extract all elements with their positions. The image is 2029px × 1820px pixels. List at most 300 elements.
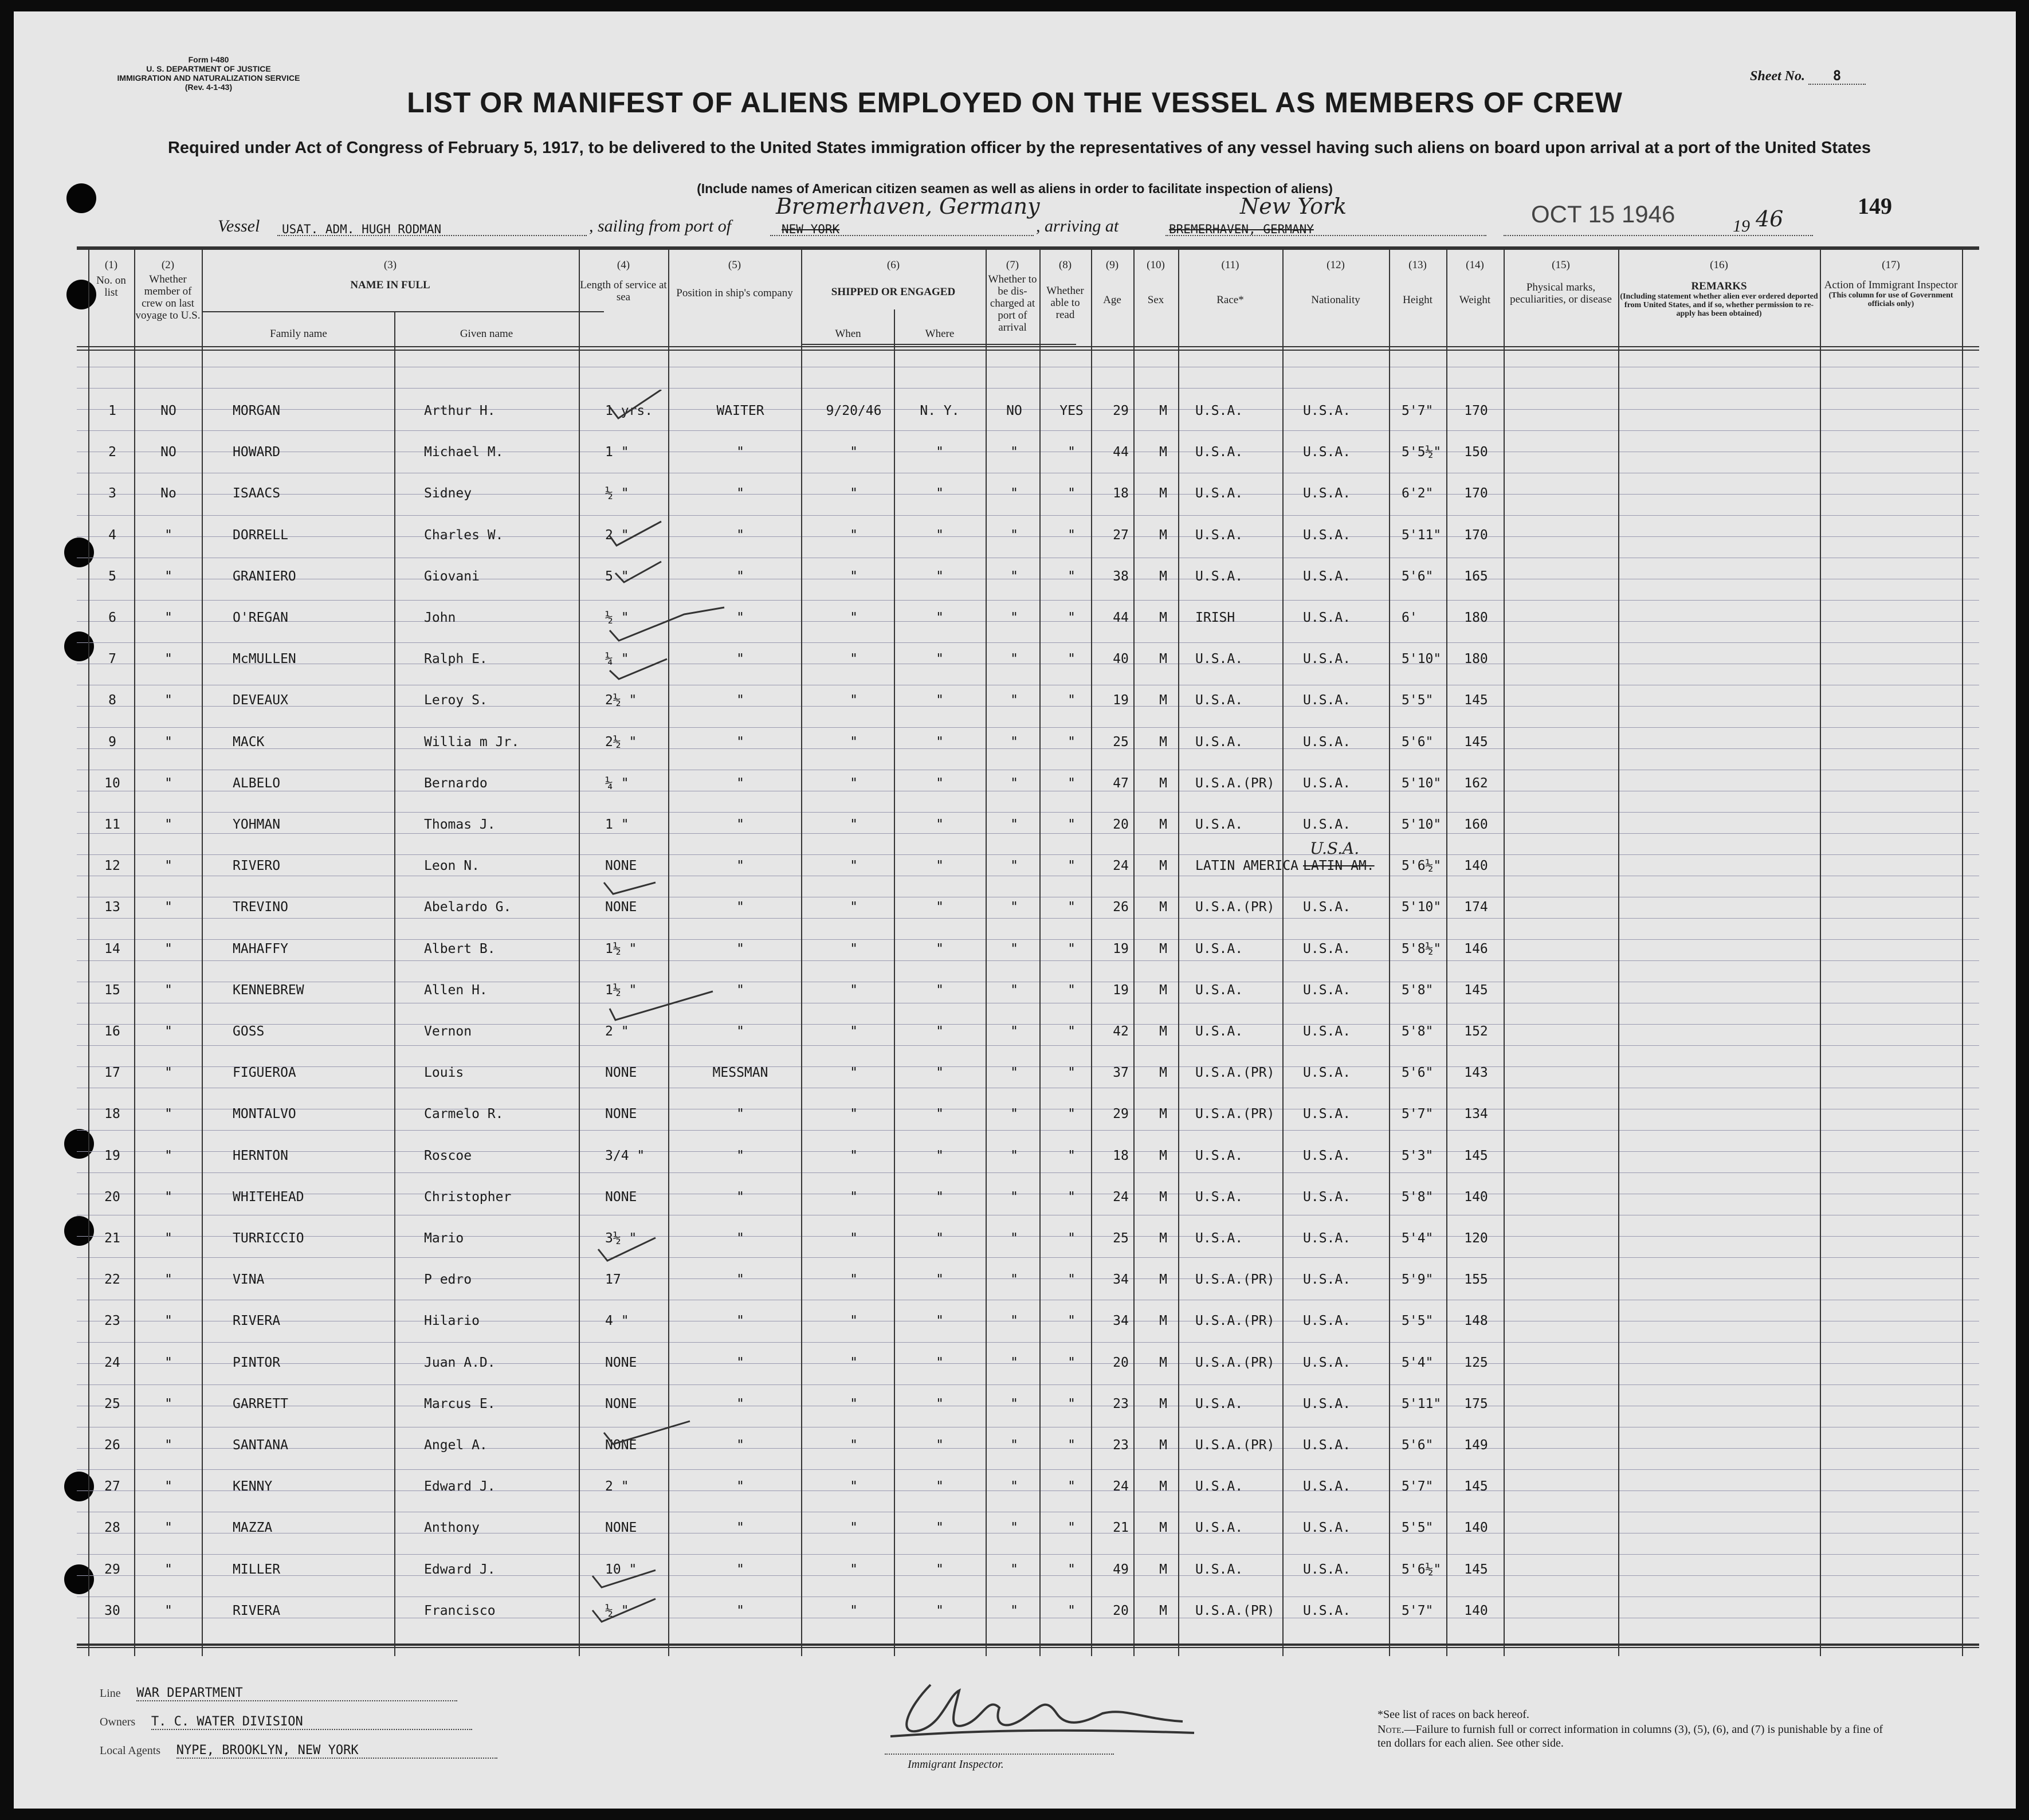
cell-row-number: 28 [104, 1520, 120, 1536]
cell-position: " [736, 568, 744, 584]
cell-sex: M [1159, 1024, 1167, 1039]
arriving-label: , arriving at [1036, 217, 1119, 236]
check-mark [610, 607, 724, 641]
cell-shipped-when: " [850, 1107, 858, 1122]
cell-length-of-service: NONE [605, 1355, 637, 1370]
cell-weight: 170 [1464, 403, 1488, 418]
cell-length-of-service: NONE [605, 1520, 637, 1536]
cell-weight: 140 [1464, 858, 1488, 874]
cell-length-of-service: 1½ " [605, 941, 637, 956]
cell-row-number: 16 [104, 1024, 120, 1039]
ruled-line [77, 1490, 1979, 1491]
cell-race: U.S.A. [1195, 1396, 1243, 1411]
cell-length-of-service: NONE [605, 1065, 637, 1081]
cell-nationality: U.S.A. [1303, 568, 1351, 584]
cell-able-to-read: " [1068, 445, 1076, 460]
cell-prev-voyage: " [164, 775, 172, 791]
cell-family-name: VINA [233, 1272, 265, 1288]
ruled-line [77, 1278, 1979, 1279]
col-header-shipped: (6) SHIPPED OR ENGAGED [831, 259, 956, 298]
cell-nationality: U.S.A. [1303, 1148, 1351, 1163]
check-mark [598, 1238, 656, 1261]
cell-family-name: DEVEAUX [233, 693, 288, 708]
ruled-line [77, 409, 1979, 410]
cell-given-name: Angel A. [424, 1438, 488, 1453]
ruled-line [77, 1130, 1979, 1131]
cell-position: " [736, 775, 744, 791]
cell-race: U.S.A.(PR) [1195, 1107, 1275, 1122]
cell-position: " [736, 941, 744, 956]
col-header-read: (8) Whether able to read [1046, 259, 1084, 321]
cell-discharged: " [1010, 1355, 1018, 1370]
cell-position: " [736, 652, 744, 667]
cell-position: WAITER [716, 403, 764, 418]
cell-weight: 120 [1464, 1231, 1488, 1246]
col-header-when: When [835, 328, 861, 340]
cell-discharged: " [1010, 693, 1018, 708]
column-rule [1133, 246, 1135, 1656]
cell-shipped-when: " [850, 1438, 858, 1453]
cell-position: " [736, 1024, 744, 1039]
column-rule [1282, 246, 1284, 1656]
cell-discharged: " [1010, 1189, 1018, 1205]
cell-sex: M [1159, 1562, 1167, 1577]
cell-prev-voyage: " [164, 1603, 172, 1618]
cell-shipped-when: " [850, 941, 858, 956]
cell-shipped-where: " [936, 1148, 944, 1163]
cell-given-name: Louis [424, 1065, 464, 1081]
cell-position: " [736, 734, 744, 750]
cell-shipped-where: " [936, 568, 944, 584]
cell-height: 5'5" [1402, 1313, 1434, 1329]
cell-weight: 175 [1464, 1396, 1488, 1411]
binder-hole [64, 1129, 94, 1159]
cell-prev-voyage: " [164, 652, 172, 667]
column-rule [1389, 246, 1390, 1656]
cell-family-name: MONTALVO [233, 1107, 296, 1122]
cell-able-to-read: " [1068, 1189, 1076, 1205]
cell-discharged: " [1010, 1024, 1018, 1039]
cell-prev-voyage: " [164, 610, 172, 625]
manifest-sheet [14, 11, 2016, 1809]
cell-given-name: Leroy S. [424, 693, 488, 708]
cell-prev-voyage: " [164, 1272, 172, 1288]
cell-shipped-when: " [850, 568, 858, 584]
cell-age: 27 [1113, 527, 1129, 543]
cell-discharged: " [1010, 652, 1018, 667]
binder-hole [64, 1472, 94, 1501]
cell-given-name: Michael M. [424, 445, 504, 460]
cell-given-name: Christopher [424, 1189, 512, 1205]
cell-given-name: Giovani [424, 568, 480, 584]
binder-hole [64, 538, 94, 567]
cell-prev-voyage: " [164, 1065, 172, 1081]
cell-position: " [736, 1479, 744, 1495]
ruled-line [77, 1257, 1979, 1258]
cell-discharged: " [1010, 1438, 1018, 1453]
cell-row-number: 18 [104, 1107, 120, 1122]
ruled-line [77, 1236, 1979, 1237]
cell-age: 38 [1113, 568, 1129, 584]
arriving-field [1165, 218, 1486, 236]
cell-position: " [736, 486, 744, 501]
ruled-line [77, 1469, 1979, 1470]
cell-row-number: 12 [104, 858, 120, 874]
cell-able-to-read: " [1068, 1603, 1076, 1618]
cell-length-of-service: NONE [605, 1107, 637, 1122]
cell-sex: M [1159, 445, 1167, 460]
cell-shipped-where: " [936, 1479, 944, 1495]
cell-given-name: Abelardo G. [424, 900, 512, 915]
check-mark [604, 882, 656, 894]
cell-given-name: Willia m Jr. [424, 734, 520, 750]
cell-race: U.S.A. [1195, 568, 1243, 584]
cell-shipped-when: " [850, 610, 858, 625]
cell-shipped-when: " [850, 1272, 858, 1288]
cell-length-of-service: 1 " [605, 817, 629, 832]
col-header-sex: (10) Sex [1147, 259, 1165, 306]
cell-shipped-where: " [936, 734, 944, 750]
col-header-race: (11) Race* [1216, 259, 1244, 306]
cell-shipped-when: " [850, 1562, 858, 1577]
cell-prev-voyage: " [164, 1479, 172, 1495]
footer-agents-row [100, 1743, 497, 1759]
cell-row-number: 3 [108, 486, 116, 501]
cell-age: 25 [1113, 1231, 1129, 1246]
cell-height: 5'6" [1402, 734, 1434, 750]
cell-weight: 170 [1464, 527, 1488, 543]
footer-line-row [100, 1686, 457, 1701]
cell-prev-voyage: " [164, 1107, 172, 1122]
cell-nationality: U.S.A. [1303, 734, 1351, 750]
cell-family-name: ALBELO [233, 775, 281, 791]
cell-nationality: U.S.A. [1303, 982, 1351, 998]
cell-position: " [736, 693, 744, 708]
cell-weight: 125 [1464, 1355, 1488, 1370]
date-stamp: OCT 15 1946 [1531, 201, 1675, 227]
cell-family-name: KENNY [233, 1479, 273, 1495]
cell-age: 20 [1113, 817, 1129, 832]
cell-weight: 149 [1464, 1438, 1488, 1453]
ruled-line [77, 1554, 1979, 1555]
col-header-weight: (14) Weight [1459, 259, 1491, 306]
cell-nationality: U.S.A. [1303, 1355, 1351, 1370]
cell-height: 5'5" [1402, 693, 1434, 708]
cell-able-to-read: " [1068, 941, 1076, 956]
header-bottom-rule [77, 350, 1979, 351]
cell-nationality: U.S.A. [1303, 527, 1351, 543]
col-header-name: (3) NAME IN FULL [350, 259, 430, 291]
cell-family-name: MAZZA [233, 1520, 273, 1536]
cell-row-number: 30 [104, 1603, 120, 1618]
cell-sex: M [1159, 568, 1167, 584]
cell-weight: 162 [1464, 775, 1488, 791]
cell-height: 5'6" [1402, 1438, 1434, 1453]
cell-prev-voyage: " [164, 1313, 172, 1329]
cell-height: 5'4" [1402, 1355, 1434, 1370]
cell-weight: 148 [1464, 1313, 1488, 1329]
ruled-line [77, 1045, 1979, 1046]
cell-discharged: " [1010, 1065, 1018, 1081]
cell-shipped-where: " [936, 652, 944, 667]
cell-shipped-when: " [850, 693, 858, 708]
cell-race: LATIN AMERICA [1195, 858, 1299, 874]
cell-age: 29 [1113, 403, 1129, 418]
column-rule [1618, 246, 1619, 1656]
cell-position: " [736, 982, 744, 998]
column-rule [801, 246, 802, 1656]
cell-able-to-read: " [1068, 1562, 1076, 1577]
cell-weight: 140 [1464, 1189, 1488, 1205]
cell-length-of-service: NONE [605, 858, 637, 874]
cell-position: " [736, 1520, 744, 1536]
inspector-signature-line [885, 1754, 1114, 1755]
header-bottom-rule [77, 346, 1979, 347]
cell-position: " [736, 858, 744, 874]
cell-age: 37 [1113, 1065, 1129, 1081]
cell-length-of-service: ¼ " [605, 775, 629, 791]
col-header-service: (4) Length of service at sea [580, 259, 667, 303]
cell-family-name: RIVERA [233, 1603, 281, 1618]
cell-sex: M [1159, 527, 1167, 543]
cell-shipped-when: " [850, 900, 858, 915]
requirement-statement: Required under Act of Congress of February 5, 1917, to be delivered to the United States immigration officer by the representatives of any vessel having such aliens on board upon arrival at a port of the United States [167, 139, 1871, 157]
cell-race: U.S.A. [1195, 527, 1243, 543]
vessel-label: Vessel [218, 217, 260, 236]
cell-shipped-where: " [936, 1438, 944, 1453]
cell-shipped-where: " [936, 610, 944, 625]
cell-length-of-service: ½ " [605, 1603, 629, 1618]
page-title: LIST OR MANIFEST OF ALIENS EMPLOYED ON THE VESSEL AS MEMBERS OF CREW [407, 87, 1623, 119]
cell-given-name: Arthur H. [424, 403, 496, 418]
cell-discharged: " [1010, 568, 1018, 584]
cell-row-number: 19 [104, 1148, 120, 1163]
line-value: WAR DEPARTMENT [136, 1686, 457, 1701]
col-header-prev-voyage: (2) Whether member of crew on last voyage to U.S. [135, 259, 201, 321]
cell-row-number: 2 [108, 445, 116, 460]
cell-shipped-where: " [936, 486, 944, 501]
cell-given-name: P edro [424, 1272, 472, 1288]
cell-position: " [736, 1231, 744, 1246]
cell-able-to-read: " [1068, 693, 1076, 708]
cell-shipped-when: " [850, 1520, 858, 1536]
check-mark [610, 521, 661, 546]
cell-row-number: 17 [104, 1065, 120, 1081]
cell-height: 5'9" [1402, 1272, 1434, 1288]
col-header-nationality: (12) Nationality [1311, 259, 1360, 306]
cell-family-name: MILLER [233, 1562, 281, 1577]
column-rule [134, 246, 135, 1656]
cell-family-name: HOWARD [233, 445, 281, 460]
cell-length-of-service: 17 [605, 1272, 621, 1288]
ruled-line [77, 939, 1979, 940]
cell-age: 20 [1113, 1603, 1129, 1618]
arriving-typed: BREMERHAVEN, GERMANY [1169, 222, 1314, 236]
cell-race: U.S.A. [1195, 403, 1243, 418]
cell-discharged: " [1010, 1479, 1018, 1495]
cell-position: " [736, 1148, 744, 1163]
penalty-note [1377, 1723, 1893, 1750]
cell-nationality: U.S.A. [1303, 1065, 1351, 1081]
cell-weight: 140 [1464, 1603, 1488, 1618]
cell-able-to-read: " [1068, 652, 1076, 667]
cell-nationality-handwritten: U.S.A. [1310, 839, 1360, 858]
cell-age: 34 [1113, 1313, 1129, 1329]
cell-sex: M [1159, 858, 1167, 874]
cell-race: U.S.A. [1195, 486, 1243, 501]
cell-race: U.S.A.(PR) [1195, 900, 1275, 915]
cell-able-to-read: " [1068, 1355, 1076, 1370]
cell-shipped-when: " [850, 1189, 858, 1205]
cell-family-name: McMULLEN [233, 652, 296, 667]
cell-race: U.S.A. [1195, 982, 1243, 998]
sheet-label: Sheet No. [1750, 69, 1805, 84]
cell-shipped-where: " [936, 982, 944, 998]
cell-family-name: WHITEHEAD [233, 1189, 304, 1205]
cell-family-name: DORRELL [233, 527, 288, 543]
binder-hole [64, 1216, 94, 1246]
cell-able-to-read: " [1068, 775, 1076, 791]
cell-shipped-where: " [936, 941, 944, 956]
cell-race: U.S.A.(PR) [1195, 1355, 1275, 1370]
cell-prev-voyage: " [164, 734, 172, 750]
cell-length-of-service: ½ " [605, 610, 629, 625]
cell-length-of-service: ½ " [605, 486, 629, 501]
cell-height: 5'8" [1402, 982, 1434, 998]
cell-sex: M [1159, 817, 1167, 832]
cell-given-name: Francisco [424, 1603, 496, 1618]
cell-position: MESSMAN [712, 1065, 768, 1081]
col-header-physical: (15) Physical marks, peculiarities, or disease [1510, 259, 1612, 305]
ruled-line [77, 430, 1979, 431]
cell-prev-voyage: " [164, 1024, 172, 1039]
cell-weight: 165 [1464, 568, 1488, 584]
cell-row-number: 9 [108, 734, 116, 750]
check-mark [610, 390, 661, 418]
cell-shipped-when: " [850, 1231, 858, 1246]
cell-sex: M [1159, 693, 1167, 708]
page-number: 149 [1858, 193, 1892, 219]
cell-nationality: U.S.A. [1303, 941, 1351, 956]
cell-nationality: U.S.A. [1303, 445, 1351, 460]
cell-able-to-read: YES [1059, 403, 1084, 418]
cell-height: 5'7" [1402, 1603, 1434, 1618]
cell-weight: 155 [1464, 1272, 1488, 1288]
cell-weight: 150 [1464, 445, 1488, 460]
cell-shipped-where: " [936, 1231, 944, 1246]
cell-able-to-read: " [1068, 568, 1076, 584]
cell-discharged: " [1010, 1107, 1018, 1122]
column-rule [1504, 246, 1505, 1656]
ruled-line [77, 918, 1979, 919]
cell-shipped-when: " [850, 445, 858, 460]
cell-position: " [736, 1355, 744, 1370]
cell-length-of-service: 2 " [605, 527, 629, 543]
ruled-line [77, 600, 1979, 601]
cell-given-name: John [424, 610, 456, 625]
column-rule [894, 309, 895, 1656]
cell-weight: 145 [1464, 1562, 1488, 1577]
col-header-discharged: (7) Whether to be dis-charged at port of arrival [988, 259, 1037, 334]
cell-weight: 180 [1464, 610, 1488, 625]
cell-height: 5'10" [1402, 900, 1442, 915]
cell-row-number: 26 [104, 1438, 120, 1453]
cell-shipped-where: " [936, 900, 944, 915]
cell-shipped-when: " [850, 1603, 858, 1618]
cell-nationality: U.S.A. [1303, 775, 1351, 791]
cell-able-to-read: " [1068, 1148, 1076, 1163]
cell-position: " [736, 1272, 744, 1288]
cell-prev-voyage: NO [160, 403, 176, 418]
cell-shipped-when: " [850, 775, 858, 791]
agents-label: Local Agents [100, 1744, 161, 1757]
check-mark [610, 991, 713, 1020]
ruled-line [77, 642, 1979, 643]
cell-length-of-service: 1½ " [605, 982, 637, 998]
cell-given-name: Charles W. [424, 527, 504, 543]
sheet-number-block [1750, 68, 1866, 85]
cell-able-to-read: " [1068, 1272, 1076, 1288]
sheet-number: 8 [1808, 68, 1866, 85]
cell-family-name: MORGAN [233, 403, 281, 418]
cell-age: 49 [1113, 1562, 1129, 1577]
cell-row-number: 4 [108, 527, 116, 543]
cell-age: 18 [1113, 1148, 1129, 1163]
cell-weight: 145 [1464, 982, 1488, 998]
cell-height: 5'7" [1402, 1479, 1434, 1495]
cell-position: " [736, 1562, 744, 1577]
cell-race: U.S.A. [1195, 1562, 1243, 1577]
cell-prev-voyage: " [164, 1355, 172, 1370]
cell-shipped-where: " [936, 1189, 944, 1205]
check-mark [604, 1421, 690, 1444]
cell-age: 23 [1113, 1396, 1129, 1411]
cell-family-name: MAHAFFY [233, 941, 288, 956]
cell-shipped-where: " [936, 1272, 944, 1288]
races-note: *See list of races on back hereof. [1377, 1708, 1529, 1721]
column-rule [394, 311, 395, 1656]
check-mark [615, 562, 661, 582]
cell-row-number: 23 [104, 1313, 120, 1329]
cell-age: 26 [1113, 900, 1129, 915]
cell-family-name: SANTANA [233, 1438, 288, 1453]
cell-prev-voyage: " [164, 1438, 172, 1453]
cell-shipped-where: " [936, 1355, 944, 1370]
cell-prev-voyage: " [164, 1520, 172, 1536]
cell-row-number: 20 [104, 1189, 120, 1205]
cell-able-to-read: " [1068, 1479, 1076, 1495]
cell-position: " [736, 1438, 744, 1453]
cell-discharged: " [1010, 982, 1018, 998]
cell-shipped-where: " [936, 1024, 944, 1039]
cell-shipped-when: " [850, 1148, 858, 1163]
cell-family-name: ISAACS [233, 486, 281, 501]
cell-height: 5'6½" [1402, 858, 1442, 874]
cell-prev-voyage: " [164, 527, 172, 543]
table-bottom-rule [77, 1644, 1979, 1646]
cell-position: " [736, 445, 744, 460]
cell-position: " [736, 1313, 744, 1329]
cell-family-name: TREVINO [233, 900, 288, 915]
cell-prev-voyage: " [164, 1189, 172, 1205]
cell-weight: 145 [1464, 1148, 1488, 1163]
check-mark [592, 1570, 656, 1587]
cell-shipped-when: " [850, 1024, 858, 1039]
cell-height: 5'6" [1402, 568, 1434, 584]
cell-able-to-read: " [1068, 1396, 1076, 1411]
cell-nationality: U.S.A. [1303, 1520, 1351, 1536]
cell-nationality: U.S.A. [1303, 1231, 1351, 1246]
